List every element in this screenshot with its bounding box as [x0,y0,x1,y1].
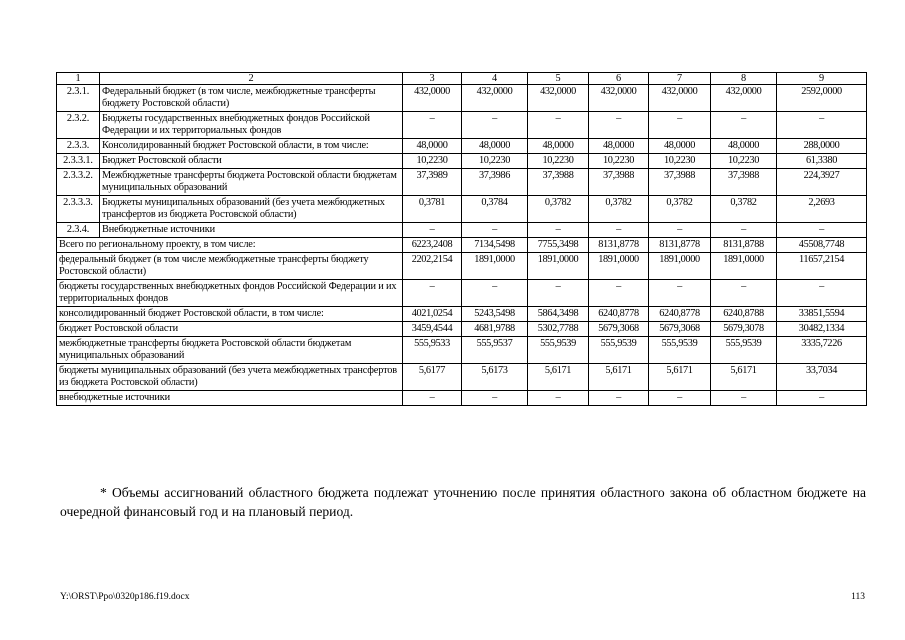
value-cell: – [777,112,867,139]
value-cell: – [777,223,867,238]
value-cell: 6240,8778 [649,307,711,322]
row-code-cell: 2.3.3.1. [57,154,100,169]
value-cell: 30482,1334 [777,322,867,337]
summary-row [57,322,867,337]
summary-label-cell: бюджеты государственных внебюджетных фондов Российской Федерации и их территориальных фондов [57,280,403,307]
column-number-header: 6 [589,73,649,85]
value-cell: – [711,112,777,139]
value-cell: 5679,3068 [649,322,711,337]
value-cell: 61,3380 [777,154,867,169]
summary-row [57,391,867,406]
summary-row [57,364,867,391]
value-cell: 432,0000 [589,85,649,112]
value-cell: 10,2230 [462,154,528,169]
row-code-cell: 2.3.2. [57,112,100,139]
value-cell: – [403,223,462,238]
column-number-header: 5 [528,73,589,85]
footer-file-path: Y:\ORST\Ppo\0320p186.f19.docx [60,592,190,602]
column-number-header: 9 [777,73,867,85]
value-cell: 8131,8788 [711,238,777,253]
value-cell: 288,0000 [777,139,867,154]
value-cell: 5679,3068 [589,322,649,337]
value-cell: 4021,0254 [403,307,462,322]
value-cell: – [528,391,589,406]
value-cell: – [462,280,528,307]
summary-row [57,280,867,307]
column-number-header: 8 [711,73,777,85]
value-cell: 10,2230 [403,154,462,169]
row-label-cell: Федеральный бюджет (в том числе, межбюджетные трансферты бюджету Ростовской области) [100,85,403,112]
column-number-header: 7 [649,73,711,85]
value-cell: – [589,280,649,307]
value-cell: 7755,3498 [528,238,589,253]
value-cell: – [589,223,649,238]
value-cell: 5,6177 [403,364,462,391]
value-cell: 1891,0000 [589,253,649,280]
value-cell: 224,3927 [777,169,867,196]
value-cell: 6240,8778 [589,307,649,322]
value-cell: 1891,0000 [528,253,589,280]
row-code-cell: 2.3.1. [57,85,100,112]
value-cell: 10,2230 [589,154,649,169]
value-cell: – [649,280,711,307]
value-cell: – [777,280,867,307]
value-cell: 8131,8778 [649,238,711,253]
value-cell: – [711,280,777,307]
row-code-cell: 2.3.4. [57,223,100,238]
value-cell: 5,6171 [589,364,649,391]
budget-table [56,72,867,406]
summary-label-cell: консолидированный бюджет Ростовской области, в том числе: [57,307,403,322]
value-cell: 6223,2408 [403,238,462,253]
summary-row [57,238,867,253]
value-cell: 432,0000 [528,85,589,112]
value-cell: 555,9539 [589,337,649,364]
value-cell: – [649,112,711,139]
value-cell: – [462,223,528,238]
value-cell: 0,3782 [711,196,777,223]
value-cell: 432,0000 [711,85,777,112]
table-header-row [57,73,867,85]
value-cell: 5,6171 [528,364,589,391]
value-cell: – [462,391,528,406]
value-cell: – [528,112,589,139]
row-code-cell: 2.3.3. [57,139,100,154]
value-cell: 555,9539 [711,337,777,364]
value-cell: 5679,3078 [711,322,777,337]
value-cell: 7134,5498 [462,238,528,253]
value-cell: 37,3988 [711,169,777,196]
value-cell: 45508,7748 [777,238,867,253]
row-label-cell: Внебюджетные источники [100,223,403,238]
summary-label-cell: бюджеты муниципальных образований (без учета межбюджетных трансфертов из бюджета Ростовской области) [57,364,403,391]
value-cell: 4681,9788 [462,322,528,337]
value-cell: 37,3989 [403,169,462,196]
value-cell: 33851,5594 [777,307,867,322]
column-number-header: 3 [403,73,462,85]
value-cell: 3459,4544 [403,322,462,337]
value-cell: 1891,0000 [711,253,777,280]
summary-label-cell: межбюджетные трансферты бюджета Ростовской области бюджетам муниципальных образований [57,337,403,364]
value-cell: 11657,2154 [777,253,867,280]
column-number-header: 1 [57,73,100,85]
value-cell: – [649,391,711,406]
table-row [57,154,867,169]
value-cell: 2,2693 [777,196,867,223]
row-label-cell: Межбюджетные трансферты бюджета Ростовской области бюджетам муниципальных образований [100,169,403,196]
summary-row [57,307,867,322]
table-row [57,112,867,139]
summary-label-cell: федеральный бюджет (в том числе межбюджетные трансферты бюджету Ростовской области) [57,253,403,280]
summary-row [57,253,867,280]
summary-label-cell: Всего по региональному проекту, в том числе: [57,238,403,253]
table-row [57,139,867,154]
value-cell: 2592,0000 [777,85,867,112]
value-cell: 5,6171 [711,364,777,391]
value-cell: 10,2230 [711,154,777,169]
value-cell: 2202,2154 [403,253,462,280]
value-cell: – [528,280,589,307]
row-label-cell: Консолидированный бюджет Ростовской области, в том числе: [100,139,403,154]
value-cell: 555,9537 [462,337,528,364]
value-cell: 37,3988 [589,169,649,196]
value-cell: 37,3988 [528,169,589,196]
value-cell: – [462,112,528,139]
summary-row [57,337,867,364]
value-cell: 432,0000 [462,85,528,112]
footnote: * Объемы ассигнований областного бюджета подлежат уточнению после принятия областного закона об областном бюджете на очередной финансовый год и на плановый период. [60,485,866,519]
value-cell: – [711,223,777,238]
value-cell: 48,0000 [649,139,711,154]
value-cell: 5243,5498 [462,307,528,322]
value-cell: 0,3782 [589,196,649,223]
row-label-cell: Бюджеты государственных внебюджетных фондов Российской Федерации и их территориальных фондов [100,112,403,139]
row-code-cell: 2.3.3.3. [57,196,100,223]
summary-label-cell: бюджет Ростовской области [57,322,403,337]
value-cell: 0,3784 [462,196,528,223]
value-cell: 5864,3498 [528,307,589,322]
value-cell: 0,3781 [403,196,462,223]
table-row [57,85,867,112]
value-cell: – [649,223,711,238]
value-cell: 3335,7226 [777,337,867,364]
value-cell: 5,6173 [462,364,528,391]
value-cell: 10,2230 [528,154,589,169]
value-cell: 6240,8788 [711,307,777,322]
row-label-cell: Бюджет Ростовской области [100,154,403,169]
table-row [57,223,867,238]
value-cell: – [403,391,462,406]
value-cell: 37,3986 [462,169,528,196]
value-cell: 48,0000 [462,139,528,154]
value-cell: 5,6171 [649,364,711,391]
value-cell: 48,0000 [589,139,649,154]
value-cell: – [589,112,649,139]
value-cell: – [777,391,867,406]
value-cell: 48,0000 [711,139,777,154]
column-number-header: 2 [100,73,403,85]
value-cell: – [589,391,649,406]
table-row [57,169,867,196]
value-cell: 48,0000 [528,139,589,154]
summary-label-cell: внебюджетные источники [57,391,403,406]
value-cell: 10,2230 [649,154,711,169]
table-row [57,196,867,223]
page-number: 113 [851,592,865,602]
value-cell: 555,9539 [649,337,711,364]
value-cell: 37,3988 [649,169,711,196]
value-cell: 1891,0000 [649,253,711,280]
value-cell: 432,0000 [649,85,711,112]
value-cell: 33,7034 [777,364,867,391]
value-cell: – [528,223,589,238]
value-cell: – [711,391,777,406]
value-cell: 1891,0000 [462,253,528,280]
row-label-cell: Бюджеты муниципальных образований (без учета межбюджетных трансфертов из бюджета Ростовской области) [100,196,403,223]
value-cell: 8131,8778 [589,238,649,253]
value-cell: 5302,7788 [528,322,589,337]
value-cell: 555,9533 [403,337,462,364]
value-cell: – [403,112,462,139]
value-cell: 48,0000 [403,139,462,154]
value-cell: 555,9539 [528,337,589,364]
column-number-header: 4 [462,73,528,85]
value-cell: – [403,280,462,307]
value-cell: 0,3782 [528,196,589,223]
value-cell: 0,3782 [649,196,711,223]
budget-table-body [57,73,867,406]
row-code-cell: 2.3.3.2. [57,169,100,196]
value-cell: 432,0000 [403,85,462,112]
